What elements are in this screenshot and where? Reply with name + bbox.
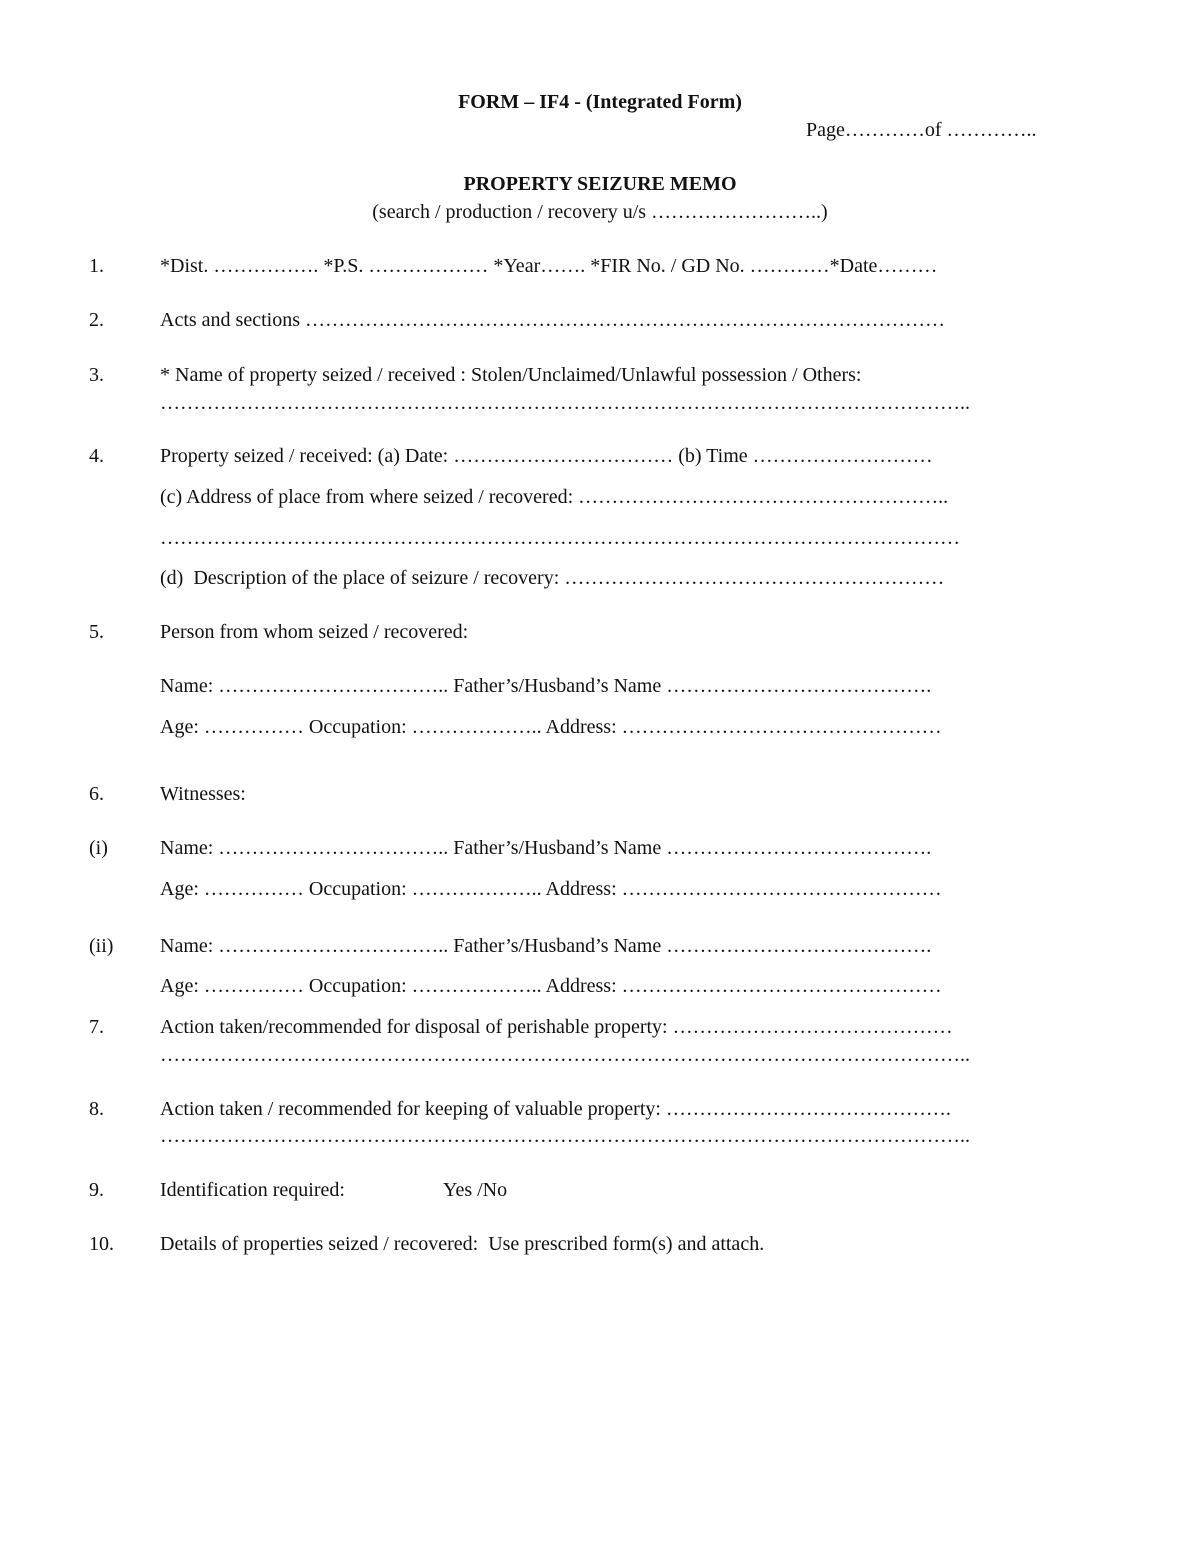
item-4c-dotted-line: …………………………………………………………………………………………………………: [160, 527, 960, 549]
item-6-number: 6.: [89, 783, 104, 805]
item-9-value: Yes /No: [443, 1179, 508, 1201]
item-2-number: 2.: [89, 309, 104, 331]
item-5-age-line: Age: …………… Occupation: ……………….. Address: …………………………………………: [160, 716, 942, 738]
item-9-number: 9.: [89, 1179, 104, 1201]
item-4-text: Property seized / received: (a) Date: …………………………… (b) Time ………………………: [160, 445, 933, 467]
witness-2-name-line: Name: …………………………….. Father’s/Husband’s Name ………………………………….: [160, 935, 932, 957]
item-9-label: Identification required:: [160, 1179, 345, 1201]
memo-title: PROPERTY SEIZURE MEMO: [463, 173, 737, 195]
witness-1-number: (i): [89, 837, 108, 859]
item-7-dotted-line: …………………………………………………………………………………………………………..: [160, 1044, 970, 1066]
item-4-number: 4.: [89, 445, 104, 467]
item-5-text: Person from whom seized / recovered:: [160, 621, 469, 643]
witness-1-age-line: Age: …………… Occupation: ……………….. Address: …………………………………………: [160, 878, 942, 900]
item-4d-description: (d) Description of the place of seizure / recovery: …………………………………………………: [160, 567, 945, 589]
memo-subtitle: (search / production / recovery u/s ……………………..): [372, 201, 828, 223]
item-3-number: 3.: [89, 364, 104, 386]
item-6-text: Witnesses:: [160, 783, 246, 805]
witness-1-name-line: Name: …………………………….. Father’s/Husband’s Name ………………………………….: [160, 837, 932, 859]
item-8-text: Action taken / recommended for keeping of valuable property: …………………………………….: [160, 1098, 951, 1120]
item-7-number: 7.: [89, 1016, 104, 1038]
item-1-text: *Dist. ……………. *P.S. ……………… *Year……. *FIR No. / GD No. …………*Date………: [160, 255, 938, 277]
item-8-dotted-line: …………………………………………………………………………………………………………..: [160, 1125, 970, 1147]
witness-2-age-line: Age: …………… Occupation: ……………….. Address: …………………………………………: [160, 975, 942, 997]
item-5-number: 5.: [89, 621, 104, 643]
item-1-number: 1.: [89, 255, 104, 277]
item-8-number: 8.: [89, 1098, 104, 1120]
item-3-dotted-line: …………………………………………………………………………………………………………..: [160, 392, 970, 414]
item-3-text: * Name of property seized / received : Stolen/Unclaimed/Unlawful possession / Others:: [160, 364, 862, 386]
witness-2-number: (ii): [89, 935, 114, 957]
item-10-text: Details of properties seized / recovered: Use prescribed form(s) and attach.: [160, 1233, 765, 1255]
item-5-name-line: Name: …………………………….. Father’s/Husband’s Name ………………………………….: [160, 675, 932, 697]
item-2-text: Acts and sections ……………………………………………………………………………………: [160, 309, 945, 331]
item-7-text: Action taken/recommended for disposal of perishable property: ……………………………………: [160, 1016, 953, 1038]
form-title: FORM – IF4 - (Integrated Form): [458, 91, 742, 113]
page-number-line: Page…………of …………..: [806, 119, 1037, 141]
item-4c-address: (c) Address of place from where seized / recovered: ………………………………………………..: [160, 486, 949, 508]
item-10-number: 10.: [89, 1233, 114, 1255]
